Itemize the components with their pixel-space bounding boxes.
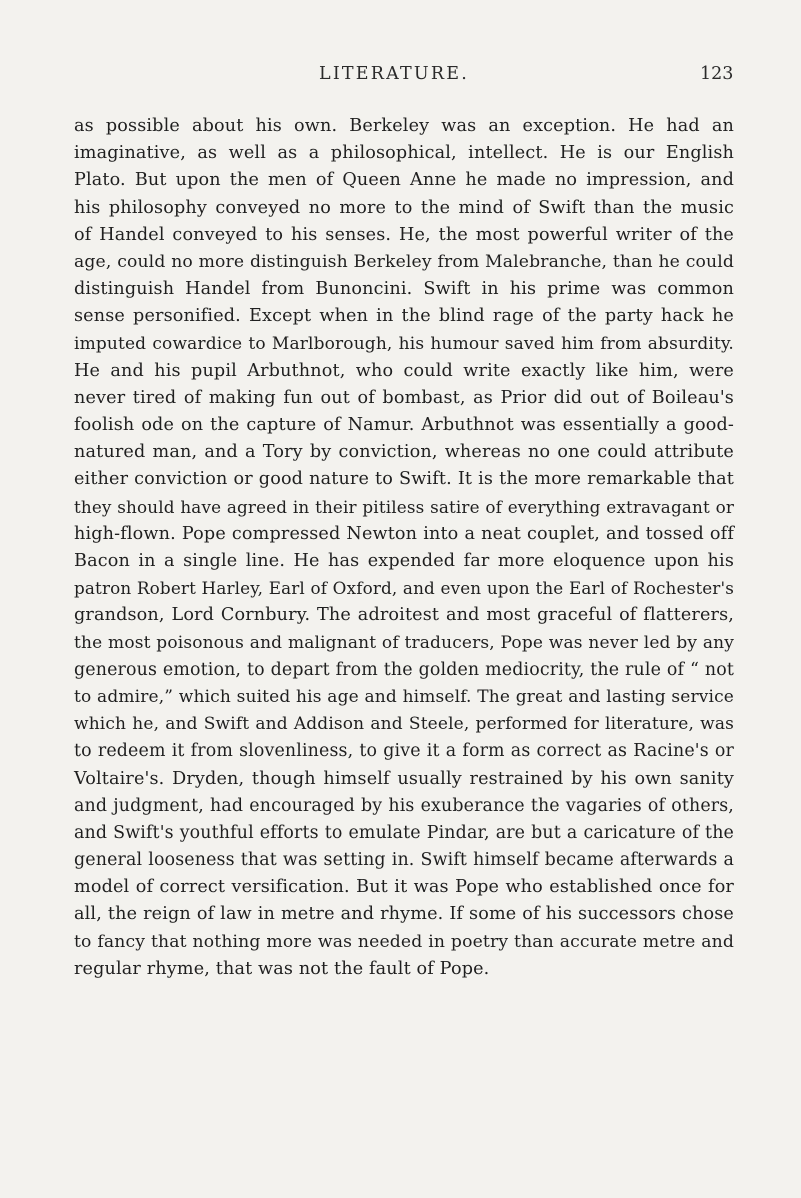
text-line: high-flown. Pope compressed Newton into a neat couplet, and tossed off — [74, 523, 734, 544]
text-line: all, the reign of law in metre and rhyme. If some of his successors chose — [74, 904, 734, 925]
text-line: to admire,” which suited his age and himself. The great and lasting service — [74, 686, 734, 707]
text-line: and judgment, had encouraged by his exuberance the vagaries of others, — [74, 795, 734, 816]
text-line: and Swift's youthful efforts to emulate Pindar, are but a caricature of the — [74, 822, 734, 843]
text-line: as possible about his own. Berkeley was an exception. He had an — [74, 116, 734, 136]
text-line: Plato. But upon the men of Queen Anne he made no impression, and — [74, 170, 734, 191]
text-line: they should have agreed in their pitiless satire of everything extravagant or — [74, 496, 734, 517]
text-line: model of correct versification. But it was Pope who established once for — [74, 877, 734, 898]
text-line: distinguish Handel from Bunoncini. Swift in his prime was common — [74, 279, 734, 300]
text-line: Voltaire's. Dryden, though himself usually restrained by his own sanity — [74, 768, 734, 789]
text-line: imaginative, as well as a philosophical, intellect. He is our English — [74, 143, 734, 164]
text-line: grandson, Lord Cornbury. The adroitest and most graceful of flatterers, — [74, 605, 734, 626]
text-line: of Handel conveyed to his senses. He, the most powerful writer of the — [74, 224, 734, 245]
text-line: to redeem it from slovenliness, to give it a form as correct as Racine's or — [74, 741, 734, 762]
text-line: which he, and Swift and Addison and Steele, performed for literature, was — [74, 714, 734, 735]
text-line: never tired of making fun out of bombast, as Prior did out of Boileau's — [74, 387, 734, 408]
text-line: general looseness that was setting in. Swift himself became afterwards a — [74, 850, 734, 871]
running-head: LITERATURE. — [319, 64, 469, 84]
text-line: imputed cowardice to Marlborough, his humour saved him from absurdity. — [74, 333, 734, 354]
text-line: Bacon in a single line. He has expended far more eloquence upon his — [74, 551, 734, 571]
text-line: patron Robert Harley, Earl of Oxford, and even upon the Earl of Rochester's — [74, 578, 734, 599]
text-line: age, could no more distinguish Berkeley from Malebranche, than he could — [74, 251, 734, 272]
page-number: 123 — [700, 64, 734, 84]
text-line: He and his pupil Arbuthnot, who could write exactly like him, were — [74, 360, 734, 381]
text-line: the most poisonous and malignant of traducers, Pope was never led by any — [74, 632, 734, 653]
text-line: generous emotion, to depart from the golden mediocrity, the rule of “ not — [74, 659, 734, 680]
body-paragraph — [74, 113, 734, 983]
text-line-last: regular rhyme, that was not the fault of Pope. — [74, 958, 490, 979]
text-line: to fancy that nothing more was needed in poetry than accurate metre and — [74, 931, 734, 952]
text-line: foolish ode on the capture of Namur. Arbuthnot was essentially a good- — [74, 415, 734, 436]
text-line: natured man, and a Tory by conviction, whereas no one could attribute — [74, 442, 734, 463]
text-line: sense personified. Except when in the blind rage of the party hack he — [74, 306, 734, 327]
text-line: his philosophy conveyed no more to the mind of Swift than the music — [74, 197, 734, 218]
text-line: either conviction or good nature to Swift. It is the more remarkable that — [74, 469, 734, 490]
